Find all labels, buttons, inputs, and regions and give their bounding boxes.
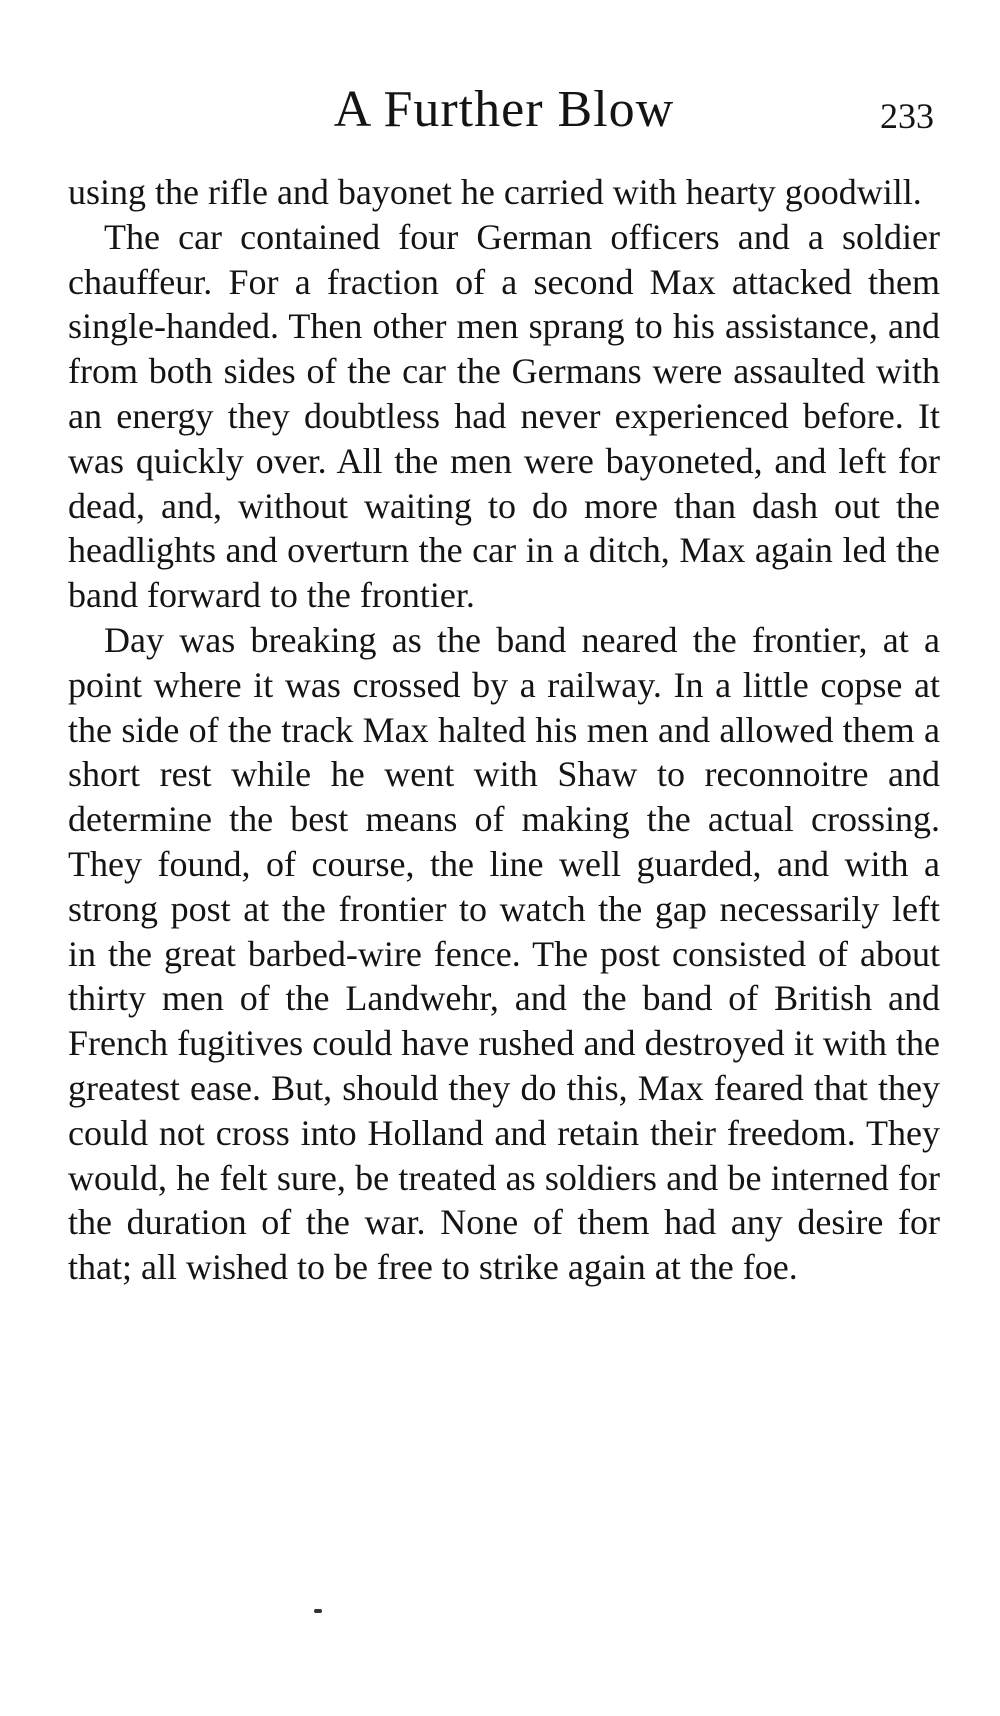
paragraph-car-attack: The car contained four German officers and a soldier chauffeur. For a fraction of a second Max attacked them single-handed. Then other men sprang to his assistance, and from both sides of the car the Germans were assaulted with an energy they doubtless had never experienced before. It was quickly over. All the men were bayoneted, and left for dead, and, without waiting to do more than dash out the headlights and overturn the car in a ditch, Max again led the band forward to the frontier. [68, 216, 940, 616]
paragraph-frontier: Day was breaking as the band neared the frontier, at a point where it was crossed by a railway. In a little copse at the side of the track Max halted his men and allowed them a short rest while he went with Shaw to reconnoitre and determine the best means of making the actual crossing. They found, of course, the line well guarded, and with a strong post at the frontier to watch the gap necessarily left in the great barbed-wire fence. The post consisted of about thirty men of the Landwehr, and the band of British and French fugitives could have rushed and destroyed it with the greatest ease. But, should they do this, Max feared that they could not cross into Holland and retain their freedom. They would, he felt sure, be treated as soldiers and be interned for the duration of the war. None of them had any desire for that; all wished to be free to strike again at the foe. [68, 619, 940, 1288]
stray-ink-mark [314, 1609, 322, 1613]
paragraph-continuation: using the rifle and bayonet he carried with hearty goodwill. [68, 172, 922, 212]
page-number: 233 [880, 96, 934, 136]
running-title: A Further Blow [333, 81, 675, 138]
running-head [68, 78, 940, 148]
body-text [68, 170, 940, 1290]
